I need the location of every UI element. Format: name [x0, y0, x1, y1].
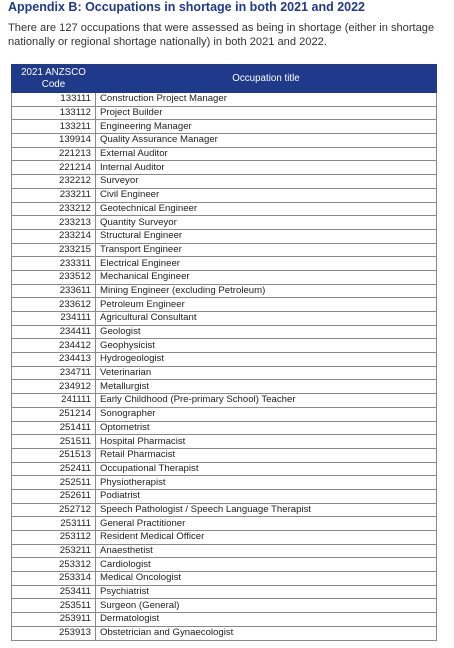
anzsco-code-cell: 233311 [12, 257, 96, 271]
anzsco-code-cell: 252411 [12, 462, 96, 476]
table-row [12, 517, 437, 531]
table-row [12, 572, 437, 586]
anzsco-code-cell: 234412 [12, 339, 96, 353]
occupation-title-cell: Obstetrician and Gynaecologist [96, 626, 437, 640]
column-header-code: 2021 ANZSCO Code [12, 65, 96, 93]
occupation-title-cell: Mechanical Engineer [96, 270, 437, 284]
anzsco-code-cell: 252712 [12, 503, 96, 517]
table-row [12, 270, 437, 284]
occupation-title-cell: General Practitioner [96, 517, 437, 531]
table-row [12, 503, 437, 517]
anzsco-code-cell: 233214 [12, 229, 96, 243]
anzsco-code-cell: 233211 [12, 188, 96, 202]
anzsco-code-cell: 253913 [12, 626, 96, 640]
table-row [12, 462, 437, 476]
table-row [12, 325, 437, 339]
anzsco-code-cell: 234912 [12, 380, 96, 394]
occupation-title-cell: Resident Medical Officer [96, 531, 437, 545]
occupation-title-cell: Cardiologist [96, 558, 437, 572]
occupation-title-cell: Geotechnical Engineer [96, 202, 437, 216]
table-row [12, 558, 437, 572]
table-row [12, 585, 437, 599]
occupation-title-cell: Engineering Manager [96, 120, 437, 134]
occupation-title-cell: Hydrogeologist [96, 353, 437, 367]
occupation-title-cell: Speech Pathologist / Speech Language Therapist [96, 503, 437, 517]
anzsco-code-cell: 251511 [12, 435, 96, 449]
occupation-title-cell: Psychiatrist [96, 585, 437, 599]
occupation-title-cell: Internal Auditor [96, 161, 437, 175]
occupation-title-cell: Geophysicist [96, 339, 437, 353]
anzsco-code-cell: 133111 [12, 93, 96, 107]
anzsco-code-cell: 234711 [12, 366, 96, 380]
occupation-title-cell: Transport Engineer [96, 243, 437, 257]
anzsco-code-cell: 252511 [12, 476, 96, 490]
anzsco-code-cell: 252611 [12, 489, 96, 503]
anzsco-code-cell: 233212 [12, 202, 96, 216]
table-row [12, 257, 437, 271]
occupation-title-cell: Sonographer [96, 407, 437, 421]
table-row [12, 93, 437, 107]
anzsco-code-cell: 241111 [12, 394, 96, 408]
anzsco-code-cell: 233611 [12, 284, 96, 298]
anzsco-code-cell: 253911 [12, 613, 96, 627]
anzsco-code-cell: 251214 [12, 407, 96, 421]
table-row [12, 243, 437, 257]
table-row [12, 106, 437, 120]
anzsco-code-cell: 234413 [12, 353, 96, 367]
anzsco-code-cell: 221213 [12, 147, 96, 161]
table-row [12, 229, 437, 243]
table-row [12, 435, 437, 449]
occupation-title-cell: Quality Assurance Manager [96, 134, 437, 148]
table-row [12, 626, 437, 640]
occupation-title-cell: Occupational Therapist [96, 462, 437, 476]
occupation-title-cell: Agricultural Consultant [96, 312, 437, 326]
occupation-title-cell: Physiotherapist [96, 476, 437, 490]
table-row [12, 421, 437, 435]
occupation-title-cell: Project Builder [96, 106, 437, 120]
page-title: Appendix B: Occupations in shortage in both 2021 and 2022 [8, 0, 366, 14]
anzsco-code-cell: 234411 [12, 325, 96, 339]
table-row [12, 120, 437, 134]
table-row [12, 407, 437, 421]
anzsco-code-cell: 253314 [12, 572, 96, 586]
table-row [12, 531, 437, 545]
table-row [12, 489, 437, 503]
occupation-title-cell: Structural Engineer [96, 229, 437, 243]
table-row [12, 476, 437, 490]
table-row [12, 284, 437, 298]
anzsco-code-cell: 133211 [12, 120, 96, 134]
anzsco-code-cell: 232212 [12, 175, 96, 189]
anzsco-code-cell: 233612 [12, 298, 96, 312]
occupation-title-cell: Electrical Engineer [96, 257, 437, 271]
table-row [12, 394, 437, 408]
occupation-title-cell: Early Childhood (Pre-primary School) Teacher [96, 394, 437, 408]
anzsco-code-cell: 253411 [12, 585, 96, 599]
table-body [12, 93, 437, 641]
anzsco-code-cell: 233512 [12, 270, 96, 284]
anzsco-code-cell: 253312 [12, 558, 96, 572]
anzsco-code-cell: 253112 [12, 531, 96, 545]
table-row [12, 544, 437, 558]
anzsco-code-cell: 139914 [12, 134, 96, 148]
table-row [12, 599, 437, 613]
occupation-title-cell: Retail Pharmacist [96, 448, 437, 462]
occupation-title-cell: Surgeon (General) [96, 599, 437, 613]
anzsco-code-cell: 233213 [12, 216, 96, 230]
anzsco-code-cell: 253211 [12, 544, 96, 558]
anzsco-code-cell: 253111 [12, 517, 96, 531]
table-row [12, 216, 437, 230]
table-row [12, 380, 437, 394]
occupation-title-cell: Podiatrist [96, 489, 437, 503]
table-row [12, 613, 437, 627]
anzsco-code-cell: 253511 [12, 599, 96, 613]
occupation-title-cell: Medical Oncologist [96, 572, 437, 586]
anzsco-code-cell: 251513 [12, 448, 96, 462]
table-row [12, 202, 437, 216]
occupation-title-cell: Hospital Pharmacist [96, 435, 437, 449]
occupation-title-cell: Petroleum Engineer [96, 298, 437, 312]
occupation-title-cell: Construction Project Manager [96, 93, 437, 107]
table-row [12, 339, 437, 353]
occupation-title-cell: Dermatologist [96, 613, 437, 627]
occupations-table [11, 64, 437, 641]
table-row [12, 175, 437, 189]
table-header-row [12, 65, 437, 93]
occupation-title-cell: Anaesthetist [96, 544, 437, 558]
table-row [12, 312, 437, 326]
table-row [12, 147, 437, 161]
table-row [12, 366, 437, 380]
occupation-title-cell: Civil Engineer [96, 188, 437, 202]
table-row [12, 298, 437, 312]
table-row [12, 448, 437, 462]
occupation-title-cell: Mining Engineer (excluding Petroleum) [96, 284, 437, 298]
table-row [12, 353, 437, 367]
anzsco-code-cell: 221214 [12, 161, 96, 175]
table-row [12, 161, 437, 175]
anzsco-code-cell: 234111 [12, 312, 96, 326]
anzsco-code-cell: 251411 [12, 421, 96, 435]
occupation-title-cell: Surveyor [96, 175, 437, 189]
occupation-title-cell: Optometrist [96, 421, 437, 435]
anzsco-code-cell: 133112 [12, 106, 96, 120]
occupation-title-cell: External Auditor [96, 147, 437, 161]
table-row [12, 188, 437, 202]
column-header-occupation-title: Occupation title [96, 65, 437, 93]
anzsco-code-cell: 233215 [12, 243, 96, 257]
occupation-title-cell: Geologist [96, 325, 437, 339]
occupation-title-cell: Metallurgist [96, 380, 437, 394]
occupation-title-cell: Veterinarian [96, 366, 437, 380]
occupation-title-cell: Quantity Surveyor [96, 216, 437, 230]
intro-paragraph: There are 127 occupations that were assessed as being in shortage (either in shortage nationally or regional shortage nationally) in both 2021 and 2022. [8, 22, 435, 48]
table-row [12, 134, 437, 148]
